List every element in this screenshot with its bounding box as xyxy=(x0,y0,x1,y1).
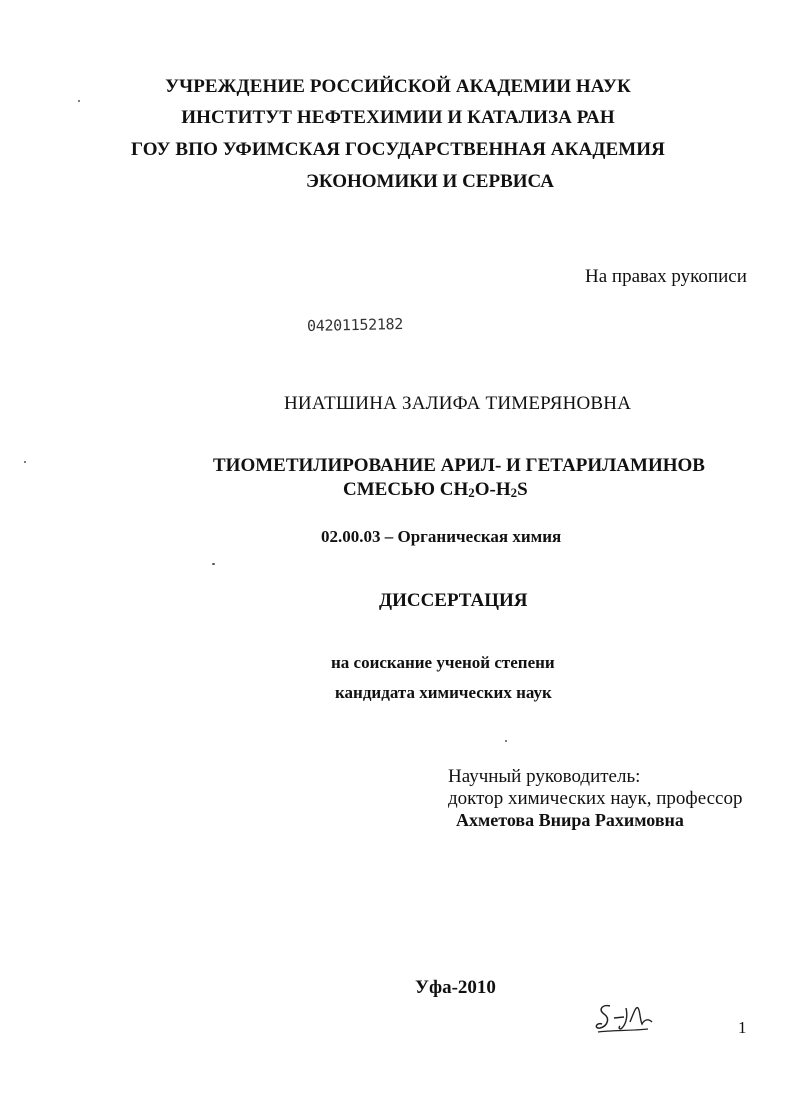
supervisor-name: Ахметова Внира Рахимовна xyxy=(456,810,684,830)
scan-speck xyxy=(212,563,215,565)
scan-speck xyxy=(24,461,26,463)
dissertation-title-line-1: ТИОМЕТИЛИРОВАНИЕ АРИЛ- И ГЕТАРИЛАМИНОВ xyxy=(213,455,705,476)
institution-line-4: ЭКОНОМИКИ И СЕРВИСА xyxy=(306,171,555,192)
scan-speck xyxy=(505,740,507,742)
page-number: 1 xyxy=(738,1018,747,1037)
document-type: ДИССЕРТАЦИЯ xyxy=(379,590,528,611)
city-year: Уфа-2010 xyxy=(415,977,496,998)
degree-line-2: кандидата химических наук xyxy=(335,683,552,702)
institution-line-3: ГОУ ВПО УФИМСКАЯ ГОСУДАРСТВЕННАЯ АКАДЕМИЯ xyxy=(131,139,665,160)
supervisor-label: Научный руководитель: xyxy=(448,766,641,787)
institution-line-2: ИНСТИТУТ НЕФТЕХИМИИ И КАТАЛИЗА РАН xyxy=(181,107,615,128)
dissertation-title-line-2: СМЕСЬЮ $CH_2O-H_2S$ xyxy=(343,479,528,500)
manuscript-rights-note: На правах рукописи xyxy=(585,266,747,287)
scan-speck xyxy=(78,100,80,102)
specialty-code: 02.00.03 – Органическая химия xyxy=(321,527,562,546)
supervisor-title: доктор химических наук, профессор xyxy=(448,788,743,809)
institution-line-1: УЧРЕЖДЕНИЕ РОССИЙСКОЙ АКАДЕМИИ НАУК xyxy=(165,76,631,97)
degree-line-1: на соискание ученой степени xyxy=(331,653,555,672)
signature-mark xyxy=(590,998,662,1040)
registration-stamp-number: 04201152182 xyxy=(306,314,404,336)
author-name: НИАТШИНА ЗАЛИФА ТИМЕРЯНОВНА xyxy=(284,393,632,414)
